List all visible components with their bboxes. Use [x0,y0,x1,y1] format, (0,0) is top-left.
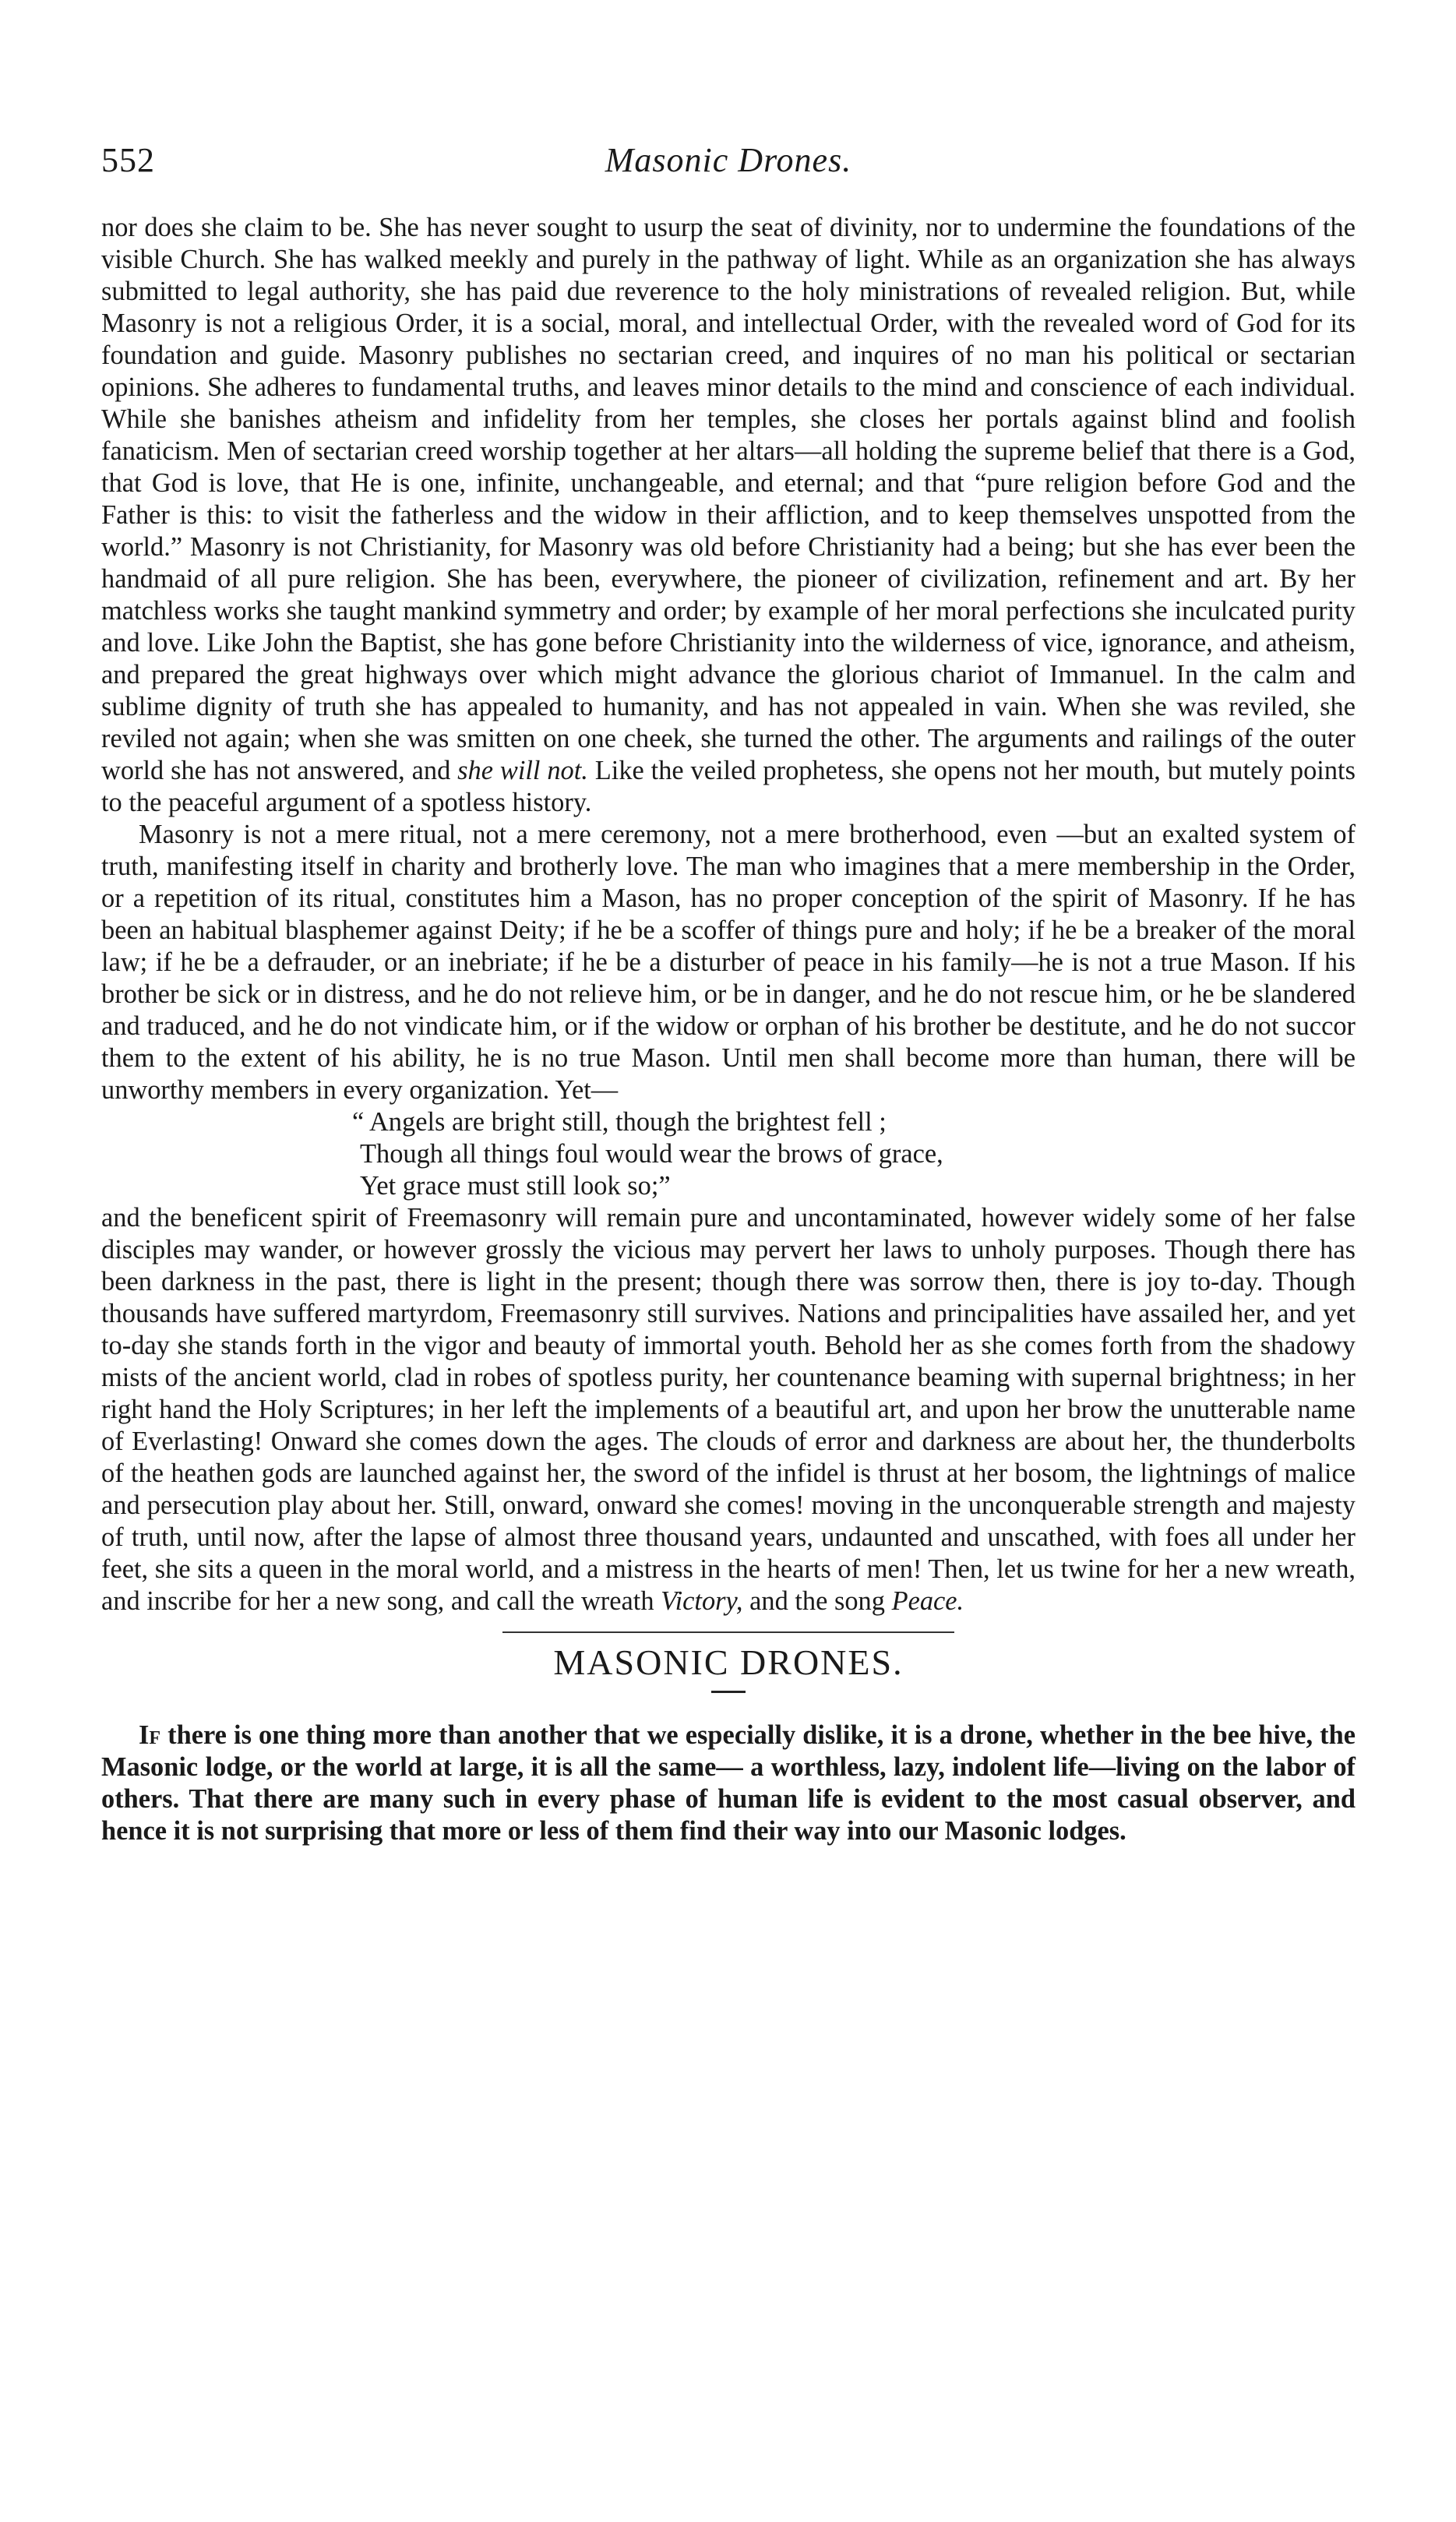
running-head [101,140,1356,195]
paragraph-text: and the beneficent spirit of Freemasonry will remain pure and uncontaminated, however widely some of her false disciples may wander, or however grossly the vicious may pervert her laws to unholy purposes. Though there has been darkness in the past, there is light in the present; though there was sorrow then, there is joy to-day. Though thousands have suffered martyrdom, Freemasonry still survives. Nations and principalities have assailed her, and yet to-day she stands forth in the vigor and beauty of immortal youth. Behold her as she comes forth from the shadowy mists of the ancient world, clad in robes of spotless purity, her countenance beaming with supernal brightness; in her right hand the Holy Scriptures; in her left the implements of a beautiful art, and upon her brow the unutterable name of Everlasting! Onward she comes down the ages. The clouds of error and darkness are about her, the thunderbolts of the heathen gods are launched against her, the sword of the infidel is thrust at her bosom, the lightnings of malice and persecution play about her. Still, onward, onward she comes! moving in the unconquerable strength and majesty of truth, until now, after the lapse of almost three thousand years, undaunted and unscathed, with foes all under her feet, she sits a queen in the moral world, and a mistress in the hearts of men! Then, let us twine for her a new wreath, and inscribe for her a new song, and call the wreath [101,1203,1356,1616]
paragraph-text: nor does she claim to be. She has never sought to usurp the seat of divinity, nor to undermine the foundations of the visible Church. She has walked meekly and purely in the pathway of light. While as an organization she has always submitted to legal authority, she has paid due reverence to the holy ministrations of revealed religion. But, while Masonry is not a religious Order, it is a social, moral, and intellectual Order, with the revealed word of God for its foundation and guide. Masonry publishes no sectarian creed, and inquires of no man his political or sectarian opinions. She adheres to fundamental truths, and leaves minor details to the mind and conscience of each individual. While she banishes atheism and infidelity from her temples, she closes her portals against blind and foolish fanaticism. Men of sectarian creed worship together at her altars—all holding the supreme belief that there is a God, that God is love, that He is one, infinite, unchangeable, and eternal; and that “pure religion before God and the Father is this: to visit the fatherless and the widow in their affliction, and to keep themselves unspotted from the world.” Masonry is not Christianity, for Masonry was old before Christianity had a being; but she has ever been the handmaid of all pure religion. She has been, everywhere, the pioneer of civilization, refinement and art. By her matchless works she taught mankind symmetry and order; by example of her moral perfections she inculcated purity and love. Like John the Baptist, she has gone before Christianity into the wilderness of vice, ignorance, and atheism, and prepared the great highways over which might advance the glorious chariot of Immanuel. In the calm and sublime dignity of truth she has appealed to humanity, and has not appealed in vain. When she was reviled, she reviled not again; when she was smitten on one cheek, she turned the other. The arguments and railings of the outer world she has not answered, and [101,213,1356,785]
verse-line: Yet grace must still look so;” [360,1171,671,1201]
verse-line: Though all things foul would wear the brows of grace, [360,1139,943,1169]
paragraph-beneficent-spirit [101,1202,1356,1617]
section-title: MASONIC DRONES. [553,1642,904,1682]
running-title: Masonic Drones. [605,141,852,179]
emphasis-text: she will not. [457,756,588,785]
paragraph-text: there is one thing more than another that we especially dislike, it is a drone, whether in the bee hive, the Masonic lodge, or the world at large, it is all the same— a worthless, lazy, indolent life—living on the labor of others. That there are many such in every phase of human life is evident to the most casual observer, and hence it is not surprising that more or less of them find their way into our Masonic lodges. [101,1720,1356,1846]
section-paragraph [101,1720,1356,1847]
paragraph-continuation [101,212,1356,819]
paragraph-text: and the song [749,1586,885,1616]
emphasis-text: Peace. [891,1586,964,1616]
page [101,140,1356,1847]
title-underline-rule [711,1691,746,1693]
paragraph-masonry-not-ritual [101,819,1356,1106]
emphasis-text: Victory, [661,1586,743,1616]
verse-line: “ Angels are bright still, though the brightest fell ; [352,1107,887,1137]
section-divider-rule [502,1631,954,1633]
paragraph-text: Like the veiled prophetess, she opens not her mouth, but mutely points to the peaceful argument of a spotless history. [101,756,1356,817]
verse-quotation [101,1106,1356,1202]
page-number: 552 [101,141,155,179]
initial-word: If [139,1720,161,1750]
paragraph-text: Masonry is not a mere ritual, not a mere ceremony, not a mere brotherhood, even —but an exalted system of truth, manifesting itself in charity and brotherly love. The man who imagines that a mere membership in the Order, or a repetition of its ritual, constitutes him a Mason, has no proper conception of the spirit of Masonry. If he has been an habitual blasphemer against Deity; if he be a scoffer of things pure and holy; if he be a breaker of the moral law; if he be a defrauder, or an inebriate; if he be a disturber of peace in his family—he is not a true Mason. If his brother be sick or in distress, and he do not relieve him, or be in danger, and he do not rescue him, or he be slandered and traduced, and he do not vindicate him, or if the widow or orphan of his brother be destitute, and he do not succor them to the extent of his ability, he is no true Mason. Until men shall become more than human, there will be unworthy members in every organization. Yet— [101,820,1356,1105]
